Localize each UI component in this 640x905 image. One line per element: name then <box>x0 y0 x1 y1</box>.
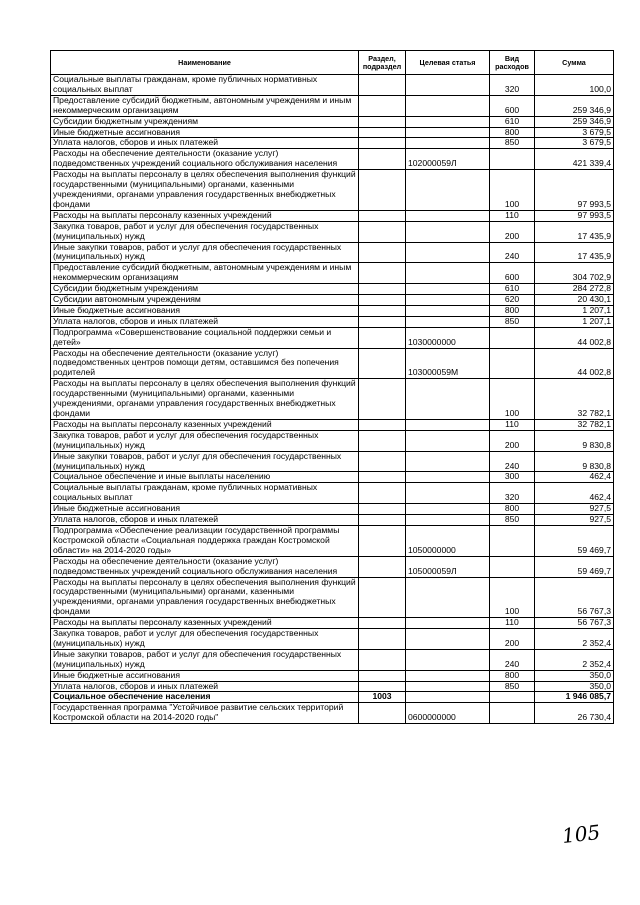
row-sum: 462,4 <box>535 472 614 483</box>
table-row <box>51 430 614 451</box>
row-type: 240 <box>490 242 535 263</box>
table-row <box>51 451 614 472</box>
row-type: 600 <box>490 263 535 284</box>
row-target <box>406 221 490 242</box>
table-row <box>51 670 614 681</box>
row-target <box>406 95 490 116</box>
row-name: Уплата налогов, сборов и иных платежей <box>51 515 359 526</box>
row-name: Иные закупки товаров, работ и услуг для обеспечения государственных (муниципальных) нужд <box>51 649 359 670</box>
row-sum: 59 469,7 <box>535 525 614 556</box>
row-target <box>406 379 490 420</box>
row-sum: 3 679,5 <box>535 127 614 138</box>
row-target <box>406 284 490 295</box>
table-row <box>51 419 614 430</box>
row-target <box>406 263 490 284</box>
row-section <box>359 95 406 116</box>
row-target <box>406 681 490 692</box>
row-sum: 56 767,3 <box>535 577 614 618</box>
row-type <box>490 327 535 348</box>
table-row <box>51 95 614 116</box>
row-target: 102000059Л <box>406 149 490 170</box>
row-sum: 20 430,1 <box>535 295 614 306</box>
row-section <box>359 577 406 618</box>
table-row <box>51 629 614 650</box>
row-name: Подпрограмма «Обеспечение реализации государственной программы Костромской области «Социальная поддержка граждан Костромской области» на 2014-2020 годы» <box>51 525 359 556</box>
row-sum: 9 830,8 <box>535 451 614 472</box>
row-target <box>406 316 490 327</box>
row-section <box>359 316 406 327</box>
row-section <box>359 618 406 629</box>
table-row <box>51 483 614 504</box>
row-name: Предоставление субсидий бюджетным, автономным учреждениям и иным некоммерческим организациям <box>51 95 359 116</box>
table-row <box>51 348 614 379</box>
table-row <box>51 525 614 556</box>
row-target <box>406 295 490 306</box>
row-target: 1050000000 <box>406 525 490 556</box>
row-name: Закупка товаров, работ и услуг для обеспечения государственных (муниципальных) нужд <box>51 430 359 451</box>
row-section <box>359 504 406 515</box>
row-target <box>406 692 490 703</box>
budget-table <box>50 50 614 724</box>
row-sum: 44 002,8 <box>535 327 614 348</box>
row-sum: 56 767,3 <box>535 618 614 629</box>
row-section <box>359 284 406 295</box>
table-row <box>51 577 614 618</box>
row-type <box>490 149 535 170</box>
table-row <box>51 284 614 295</box>
table-row <box>51 305 614 316</box>
row-type <box>490 556 535 577</box>
header-sum: Сумма <box>535 51 614 75</box>
row-section <box>359 430 406 451</box>
row-type: 200 <box>490 430 535 451</box>
row-target <box>406 138 490 149</box>
row-type: 800 <box>490 305 535 316</box>
row-target <box>406 670 490 681</box>
row-name: Расходы на выплаты персоналу казенных учреждений <box>51 419 359 430</box>
row-name: Закупка товаров, работ и услуг для обеспечения государственных (муниципальных) нужд <box>51 629 359 650</box>
row-type: 610 <box>490 116 535 127</box>
header-name: Наименование <box>51 51 359 75</box>
row-section <box>359 138 406 149</box>
row-target <box>406 210 490 221</box>
row-section <box>359 629 406 650</box>
table-row <box>51 263 614 284</box>
table-row <box>51 316 614 327</box>
row-sum: 927,5 <box>535 504 614 515</box>
row-target <box>406 75 490 96</box>
row-section <box>359 149 406 170</box>
table-body <box>51 75 614 724</box>
row-section <box>359 451 406 472</box>
row-sum: 17 435,9 <box>535 242 614 263</box>
row-name: Социальное обеспечение и иные выплаты населению <box>51 472 359 483</box>
row-type <box>490 525 535 556</box>
row-type: 850 <box>490 515 535 526</box>
header-type: Вид расходов <box>490 51 535 75</box>
row-type: 850 <box>490 138 535 149</box>
row-type: 100 <box>490 170 535 211</box>
row-target <box>406 419 490 430</box>
row-type: 320 <box>490 483 535 504</box>
row-name: Иные бюджетные ассигнования <box>51 670 359 681</box>
row-type: 800 <box>490 670 535 681</box>
row-section <box>359 348 406 379</box>
row-target <box>406 242 490 263</box>
row-name: Предоставление субсидий бюджетным, автономным учреждениям и иным некоммерческим организациям <box>51 263 359 284</box>
row-target <box>406 170 490 211</box>
row-section <box>359 472 406 483</box>
row-type: 850 <box>490 316 535 327</box>
table-row <box>51 327 614 348</box>
row-type <box>490 703 535 724</box>
row-section <box>359 483 406 504</box>
row-section <box>359 681 406 692</box>
table-row <box>51 472 614 483</box>
row-sum: 1 207,1 <box>535 305 614 316</box>
row-target <box>406 504 490 515</box>
row-section <box>359 170 406 211</box>
row-target: 1030000000 <box>406 327 490 348</box>
row-name: Социальные выплаты гражданам, кроме публичных нормативных социальных выплат <box>51 483 359 504</box>
row-type: 100 <box>490 379 535 420</box>
row-sum: 26 730,4 <box>535 703 614 724</box>
row-name: Расходы на обеспечение деятельности (оказание услуг) подведомственных учреждений социального обслуживания населения <box>51 149 359 170</box>
row-type: 110 <box>490 210 535 221</box>
row-type <box>490 692 535 703</box>
table-row <box>51 127 614 138</box>
row-name: Социальные выплаты гражданам, кроме публичных нормативных социальных выплат <box>51 75 359 96</box>
row-name: Закупка товаров, работ и услуг для обеспечения государственных (муниципальных) нужд <box>51 221 359 242</box>
row-section <box>359 263 406 284</box>
row-type: 200 <box>490 221 535 242</box>
header-section: Раздел, подраздел <box>359 51 406 75</box>
row-sum: 1 207,1 <box>535 316 614 327</box>
row-type: 110 <box>490 419 535 430</box>
row-section <box>359 305 406 316</box>
row-target <box>406 472 490 483</box>
table-row <box>51 116 614 127</box>
table-row <box>51 681 614 692</box>
row-name: Расходы на выплаты персоналу в целях обеспечения выполнения функций государственными (муниципальными) органами, казенными учреждениями, органами управления государственных внебюджетных фондами <box>51 379 359 420</box>
row-type: 800 <box>490 504 535 515</box>
page-number: 105 <box>560 820 602 848</box>
row-name: Подпрограмма «Совершенствование социальной поддержки семьи и детей» <box>51 327 359 348</box>
table-row <box>51 138 614 149</box>
row-section <box>359 221 406 242</box>
row-name: Иные бюджетные ассигнования <box>51 127 359 138</box>
table-row <box>51 295 614 306</box>
row-sum: 97 993,5 <box>535 170 614 211</box>
row-section <box>359 525 406 556</box>
row-target <box>406 618 490 629</box>
row-type: 620 <box>490 295 535 306</box>
table-row <box>51 379 614 420</box>
row-type: 800 <box>490 127 535 138</box>
row-name: Иные закупки товаров, работ и услуг для обеспечения государственных (муниципальных) нужд <box>51 242 359 263</box>
row-name: Иные закупки товаров, работ и услуг для обеспечения государственных (муниципальных) нужд <box>51 451 359 472</box>
row-section <box>359 127 406 138</box>
row-sum: 17 435,9 <box>535 221 614 242</box>
row-sum: 421 339,4 <box>535 149 614 170</box>
row-section <box>359 210 406 221</box>
row-target <box>406 577 490 618</box>
row-name: Уплата налогов, сборов и иных платежей <box>51 138 359 149</box>
row-name: Расходы на выплаты персоналу казенных учреждений <box>51 618 359 629</box>
table-row <box>51 703 614 724</box>
row-section <box>359 327 406 348</box>
row-section <box>359 556 406 577</box>
row-type: 200 <box>490 629 535 650</box>
table-header-row <box>51 51 614 75</box>
row-target: 105000059Л <box>406 556 490 577</box>
row-sum: 350,0 <box>535 681 614 692</box>
table-row <box>51 692 614 703</box>
row-section <box>359 379 406 420</box>
row-target <box>406 305 490 316</box>
row-section <box>359 242 406 263</box>
row-sum: 9 830,8 <box>535 430 614 451</box>
row-name: Иные бюджетные ассигнования <box>51 504 359 515</box>
row-type: 240 <box>490 649 535 670</box>
table-row <box>51 210 614 221</box>
row-target <box>406 451 490 472</box>
row-type: 320 <box>490 75 535 96</box>
row-sum: 59 469,7 <box>535 556 614 577</box>
row-name: Уплата налогов, сборов и иных платежей <box>51 316 359 327</box>
row-section <box>359 670 406 681</box>
table-row <box>51 170 614 211</box>
table-row <box>51 221 614 242</box>
row-name: Иные бюджетные ассигнования <box>51 305 359 316</box>
row-name: Уплата налогов, сборов и иных платежей <box>51 681 359 692</box>
row-target <box>406 629 490 650</box>
row-sum: 304 702,9 <box>535 263 614 284</box>
row-section <box>359 295 406 306</box>
row-sum: 350,0 <box>535 670 614 681</box>
row-type: 610 <box>490 284 535 295</box>
row-section <box>359 515 406 526</box>
row-section <box>359 116 406 127</box>
row-target: 0600000000 <box>406 703 490 724</box>
row-section <box>359 703 406 724</box>
row-sum: 2 352,4 <box>535 649 614 670</box>
row-section: 1003 <box>359 692 406 703</box>
row-target <box>406 649 490 670</box>
row-sum: 44 002,8 <box>535 348 614 379</box>
row-target <box>406 483 490 504</box>
row-section <box>359 75 406 96</box>
row-sum: 927,5 <box>535 515 614 526</box>
header-target: Целевая статья <box>406 51 490 75</box>
row-name: Государственная программа "Устойчивое развитие сельских территорий Костромской области на 2014-2020 годы" <box>51 703 359 724</box>
row-sum: 284 272,8 <box>535 284 614 295</box>
row-section <box>359 419 406 430</box>
row-sum: 259 346,9 <box>535 116 614 127</box>
row-name: Субсидии автономным учреждениям <box>51 295 359 306</box>
row-sum: 2 352,4 <box>535 629 614 650</box>
table-row <box>51 504 614 515</box>
table-row <box>51 75 614 96</box>
row-sum: 462,4 <box>535 483 614 504</box>
row-name: Расходы на выплаты персоналу в целях обеспечения выполнения функций государственными (муниципальными) органами, казенными учреждениями, органами управления государственных внебюджетных фондами <box>51 577 359 618</box>
table-row <box>51 149 614 170</box>
row-target <box>406 116 490 127</box>
row-target <box>406 430 490 451</box>
row-name: Расходы на обеспечение деятельности (оказание услуг) подведомственных учреждений социального обслуживания населения <box>51 556 359 577</box>
table-row <box>51 515 614 526</box>
row-name: Субсидии бюджетным учреждениям <box>51 116 359 127</box>
row-type: 300 <box>490 472 535 483</box>
row-type <box>490 348 535 379</box>
row-name: Расходы на выплаты персоналу казенных учреждений <box>51 210 359 221</box>
row-section <box>359 649 406 670</box>
row-type: 100 <box>490 577 535 618</box>
row-type: 600 <box>490 95 535 116</box>
table-row <box>51 649 614 670</box>
row-name: Расходы на обеспечение деятельности (оказание услуг) подведомственных центров помощи детям, оставшимся без попечения родителей <box>51 348 359 379</box>
table-row <box>51 242 614 263</box>
row-target: 103000059М <box>406 348 490 379</box>
row-type: 240 <box>490 451 535 472</box>
row-sum: 32 782,1 <box>535 419 614 430</box>
row-name: Субсидии бюджетным учреждениям <box>51 284 359 295</box>
row-sum: 1 946 085,7 <box>535 692 614 703</box>
row-target <box>406 515 490 526</box>
row-name: Социальное обеспечение населения <box>51 692 359 703</box>
row-sum: 97 993,5 <box>535 210 614 221</box>
table-row <box>51 556 614 577</box>
row-name: Расходы на выплаты персоналу в целях обеспечения выполнения функций государственными (муниципальными) органами, казенными учреждениями, органами управления государственных внебюджетных фондами <box>51 170 359 211</box>
row-sum: 32 782,1 <box>535 379 614 420</box>
row-type: 110 <box>490 618 535 629</box>
row-type: 850 <box>490 681 535 692</box>
row-target <box>406 127 490 138</box>
row-sum: 259 346,9 <box>535 95 614 116</box>
row-sum: 3 679,5 <box>535 138 614 149</box>
row-sum: 100,0 <box>535 75 614 96</box>
table-row <box>51 618 614 629</box>
